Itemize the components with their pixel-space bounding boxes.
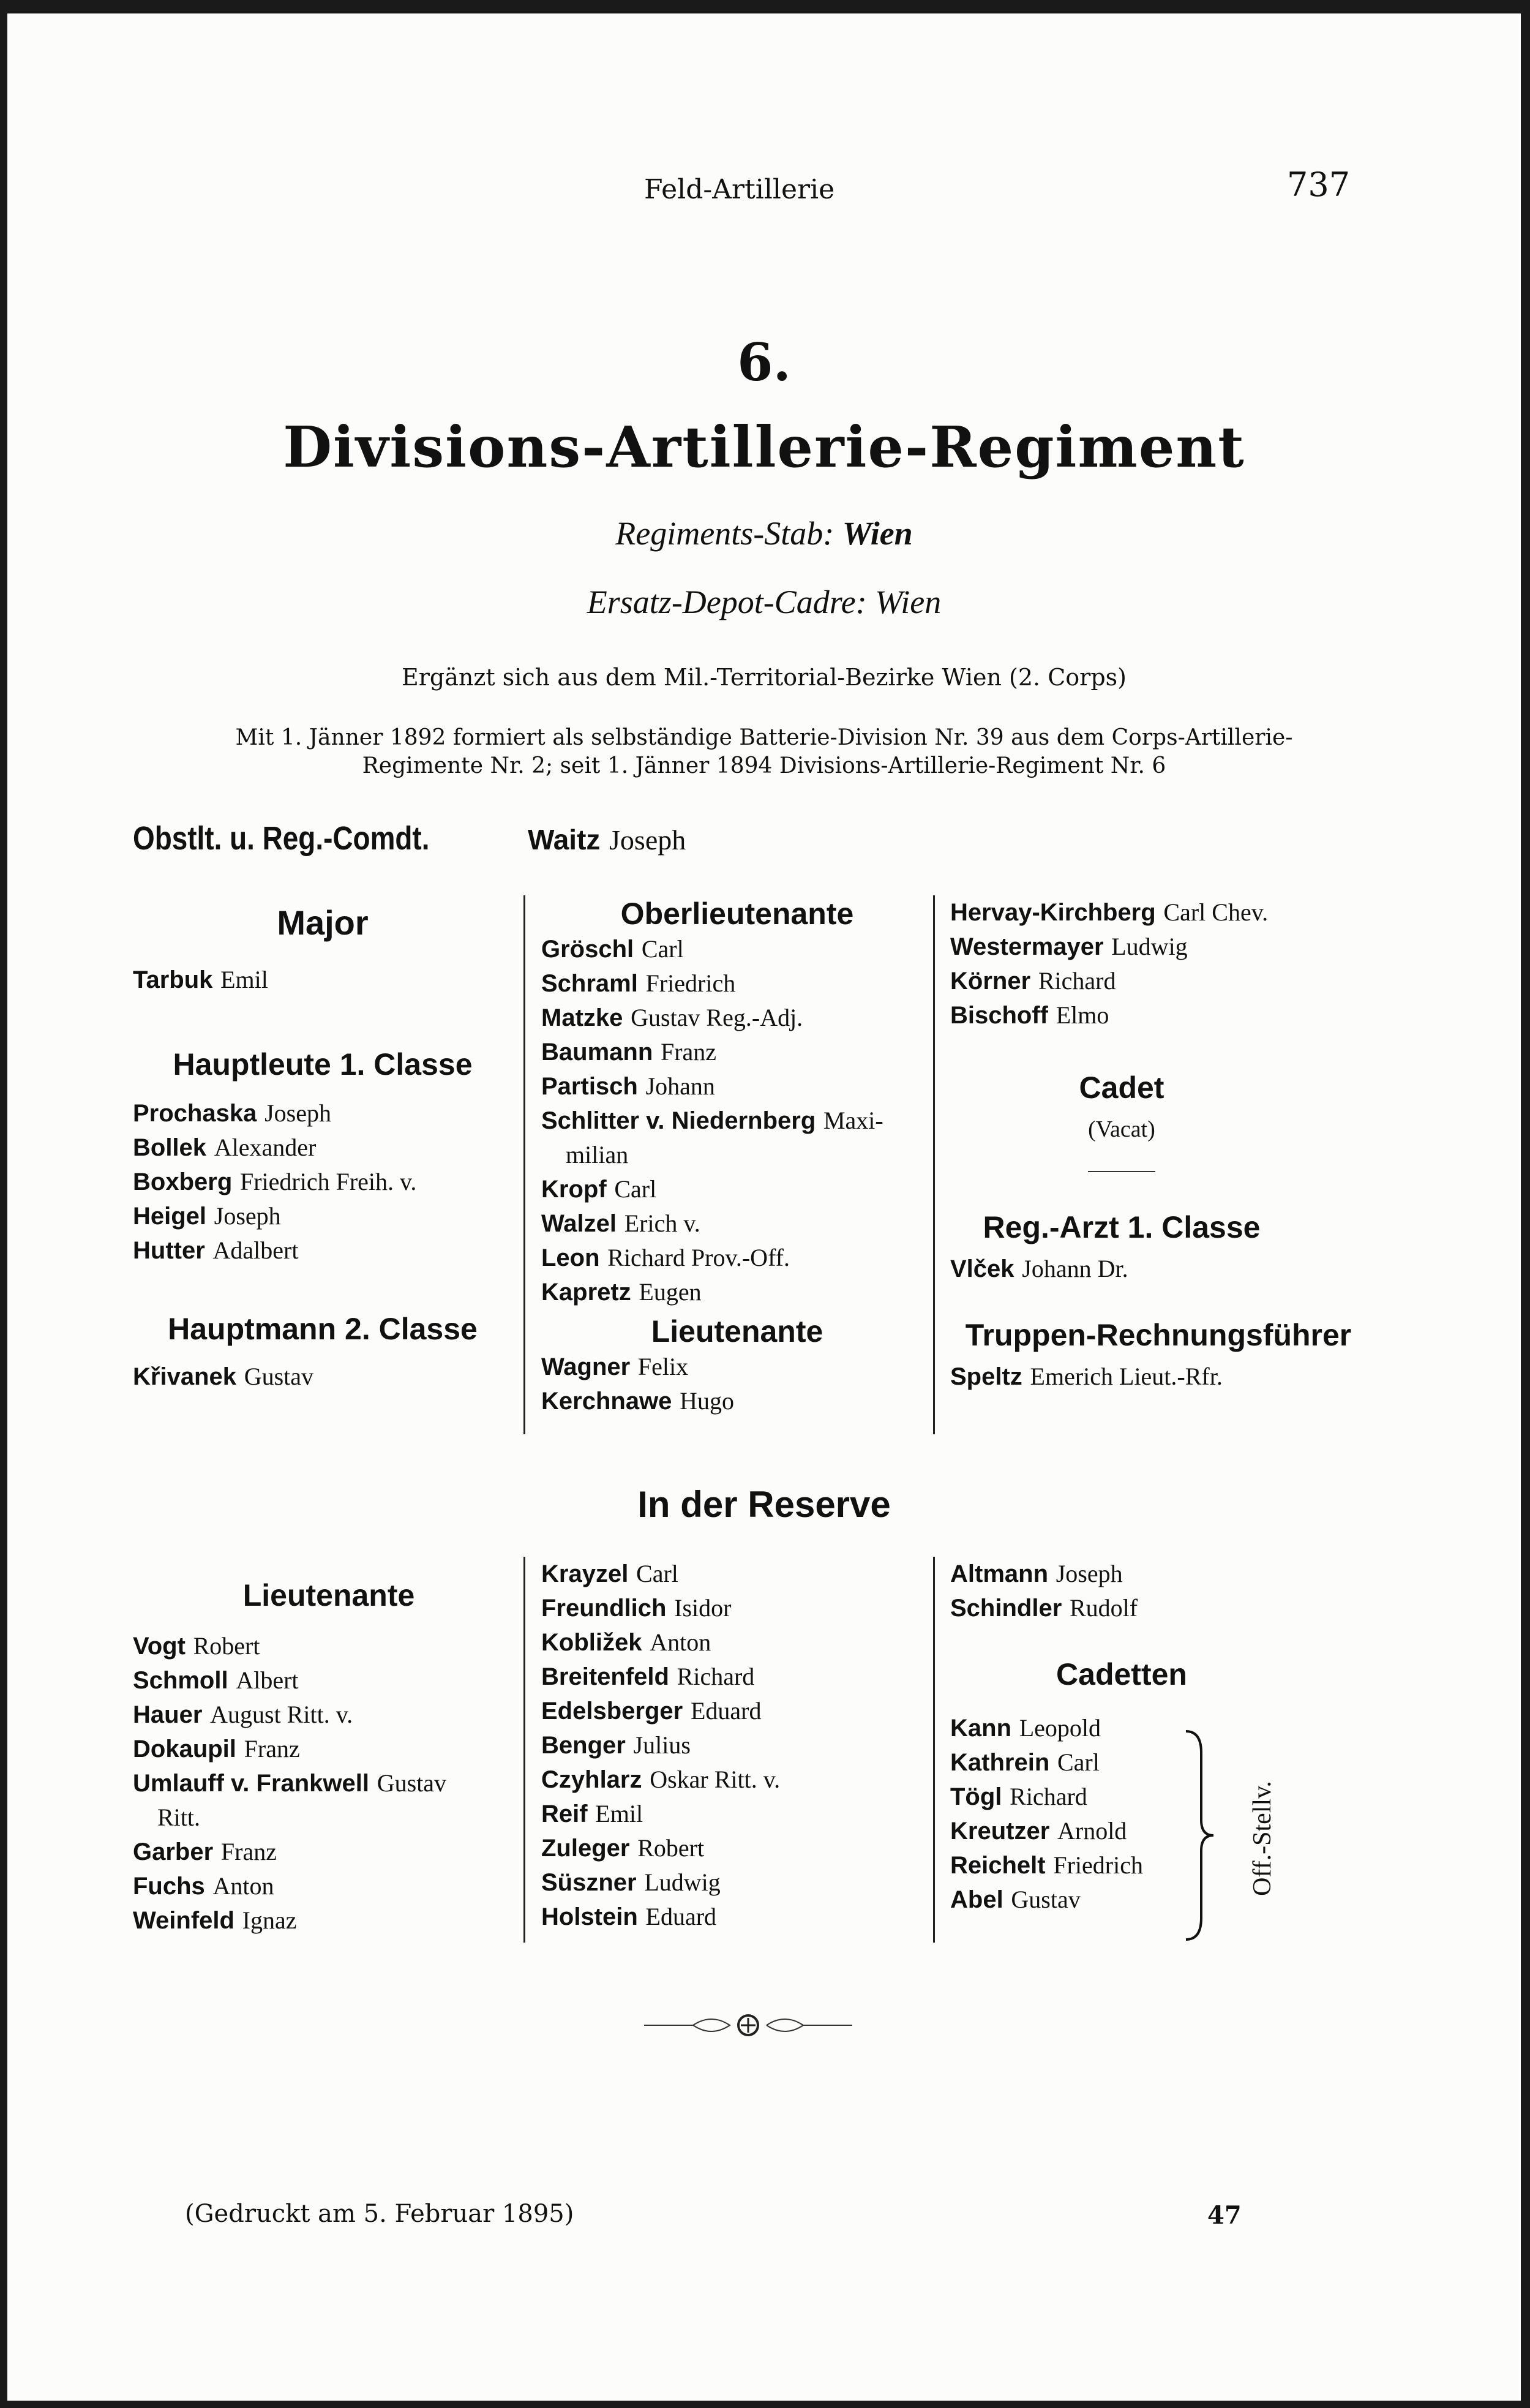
- name-row: [950, 1814, 1379, 1848]
- given-names: Franz: [660, 1038, 717, 1066]
- given-names: Julius: [633, 1731, 691, 1759]
- surname: Reichelt: [950, 1852, 1046, 1879]
- given-names: Richard Prov.-Off.: [607, 1244, 790, 1271]
- bracket: [1183, 1728, 1220, 1943]
- name-row: [541, 1069, 933, 1104]
- name-row: [541, 1557, 933, 1591]
- given-names: Anton: [212, 1872, 274, 1900]
- given-names: August Ritt. v.: [210, 1701, 353, 1728]
- name-row: [541, 1172, 933, 1206]
- given-names: Anton: [650, 1628, 711, 1656]
- given-names: Alexander: [214, 1134, 317, 1161]
- name-row: [950, 1557, 1379, 1591]
- name-row: [541, 1591, 933, 1625]
- active-col-2: [541, 895, 933, 1418]
- reserve-lt-heading: Lieutenante: [242, 1578, 415, 1612]
- bracket-label: Off.-Stellv.: [1248, 1781, 1277, 1896]
- surname: Vlček: [950, 1255, 1014, 1282]
- name-row: [133, 963, 512, 997]
- commander-name: [528, 823, 686, 856]
- given-names: Gustav Reg.-Adj.: [631, 1004, 803, 1031]
- oblt-list: [541, 932, 933, 1309]
- surname: Süszner: [541, 1869, 637, 1896]
- surname: Kropf: [541, 1176, 607, 1203]
- name-row: [950, 1883, 1379, 1917]
- surname: Vogt: [133, 1633, 186, 1660]
- given-names: Felix: [637, 1353, 689, 1380]
- arzt-list: [950, 1252, 1391, 1286]
- surname: Westermayer: [950, 933, 1104, 960]
- surname: Prochaska: [133, 1100, 257, 1127]
- name-row: [541, 932, 933, 966]
- reserve-lt-list: [133, 1629, 525, 1938]
- given-names: Rudolf: [1069, 1594, 1138, 1622]
- surname: Czyhlarz: [541, 1766, 642, 1793]
- given-names: Adalbert: [212, 1236, 299, 1264]
- surname: Gröschl: [541, 936, 634, 963]
- name-row: [541, 1763, 933, 1797]
- ornament: [644, 2010, 852, 2041]
- surname: Schraml: [541, 970, 638, 997]
- given-names: Isidor: [674, 1594, 732, 1622]
- surname: Křivanek: [133, 1363, 236, 1390]
- surname: Hutter: [133, 1237, 205, 1264]
- major-heading: Major: [277, 903, 369, 942]
- name-row: [133, 1766, 525, 1800]
- surname: Garber: [133, 1838, 214, 1865]
- reserve-heading: In der Reserve: [637, 1484, 891, 1525]
- divider: [933, 1557, 935, 1943]
- regiments-stab: [7, 514, 1521, 552]
- surname: Dokaupil: [133, 1736, 236, 1763]
- name-row: [950, 998, 1391, 1033]
- surname: Körner: [950, 968, 1031, 995]
- surname: Hauer: [133, 1701, 203, 1728]
- arzt-heading: Reg.-Arzt 1. Classe: [983, 1210, 1261, 1244]
- surname: Schlitter v. Niedernberg: [541, 1107, 816, 1134]
- erganzt-line: Ergänzt sich aus dem Mil.-Territorial-Bezirke Wien (2. Corps): [402, 664, 1127, 691]
- cadet-heading: Cadet: [1079, 1070, 1164, 1105]
- col3-name-list: [950, 895, 1391, 1033]
- given-names: Arnold: [1057, 1817, 1127, 1845]
- surname: Wagner: [541, 1353, 631, 1380]
- ersatz-depot: [7, 583, 1521, 621]
- surname: Zuleger: [541, 1835, 630, 1862]
- given-names: Carl: [641, 935, 684, 963]
- surname: Edelsberger: [541, 1698, 683, 1725]
- name-row: [950, 1780, 1379, 1814]
- commander-surname: Waitz: [528, 824, 601, 856]
- name-row: [133, 1165, 512, 1199]
- name-row: [950, 1848, 1379, 1883]
- cadet-vacat: (Vacat): [1088, 1116, 1155, 1142]
- given-names: Ignaz: [242, 1906, 297, 1934]
- name-row: [950, 1745, 1379, 1780]
- name-row: [950, 895, 1391, 930]
- surname: Speltz: [950, 1363, 1022, 1390]
- name-row: [541, 1831, 933, 1865]
- given-names: Friedrich: [1053, 1851, 1143, 1879]
- surname: Walzel: [541, 1210, 617, 1237]
- given-names: Richard: [677, 1663, 755, 1690]
- commander-label: Obstlt. u. Reg.-Comdt.: [133, 820, 430, 857]
- given-names: Albert: [236, 1666, 299, 1694]
- reserve-col2-list: [541, 1557, 933, 1934]
- hpt2-heading: Hauptmann 2. Classe: [168, 1312, 478, 1346]
- major-list: [133, 963, 512, 997]
- given-names: Emerich Lieut.-Rfr.: [1030, 1363, 1223, 1390]
- surname: Kapretz: [541, 1279, 631, 1306]
- active-col-3: [950, 895, 1391, 1394]
- given-names: Friedrich Freih. v.: [239, 1168, 417, 1195]
- given-names: Eduard: [645, 1903, 717, 1930]
- surname: Holstein: [541, 1903, 638, 1930]
- given-names: Erich v.: [624, 1210, 700, 1237]
- divider: [523, 895, 525, 1434]
- surname: Boxberg: [133, 1168, 233, 1195]
- name-row: [133, 1869, 525, 1903]
- hpt2-list: [133, 1360, 512, 1394]
- surname: Leon: [541, 1244, 600, 1271]
- surname: Partisch: [541, 1073, 638, 1100]
- name-row: [541, 1694, 933, 1728]
- given-names: Joseph: [214, 1202, 281, 1230]
- name-row: [133, 1629, 525, 1663]
- stab-place: Wien: [842, 515, 913, 552]
- name-row: [133, 1233, 512, 1268]
- name-row: [541, 1900, 933, 1934]
- depot-place: Wien: [875, 584, 942, 620]
- given-names: Ritt.: [157, 1804, 201, 1831]
- sheet-number: 47: [1207, 2201, 1242, 2230]
- given-names: Carl: [636, 1560, 678, 1587]
- cadetten-list: [950, 1711, 1379, 1917]
- surname: Freundlich: [541, 1595, 667, 1622]
- given-names: Leopold: [1019, 1714, 1101, 1742]
- surname: Schmoll: [133, 1667, 228, 1694]
- surname: Abel: [950, 1886, 1003, 1913]
- running-title: Feld-Artillerie: [644, 174, 835, 205]
- divider: [523, 1557, 525, 1943]
- given-names: Joseph: [1056, 1560, 1123, 1587]
- given-names: Ludwig: [1111, 933, 1188, 960]
- given-names: Johann Dr.: [1022, 1255, 1128, 1282]
- name-row: [950, 930, 1391, 964]
- page: [7, 13, 1521, 2401]
- history-line-1: Mit 1. Jänner 1892 formiert als selbständige Batterie-Division Nr. 39 aus dem Corps-Artillerie-: [235, 725, 1293, 750]
- page-number: 737: [1287, 165, 1351, 204]
- name-row: [541, 1275, 933, 1309]
- reserve-col-3: [950, 1557, 1379, 1917]
- divider: [933, 895, 935, 1434]
- given-names: Gustav: [1011, 1886, 1081, 1913]
- name-row: [133, 1199, 512, 1233]
- surname: Kreutzer: [950, 1818, 1050, 1845]
- name-row: [541, 1384, 933, 1418]
- reserve-col3-list: [950, 1557, 1379, 1625]
- given-names: Carl: [1057, 1748, 1100, 1776]
- surname: Baumann: [541, 1039, 653, 1066]
- surname: Tarbuk: [133, 966, 213, 993]
- surname: Kann: [950, 1715, 1011, 1742]
- surname: Tögl: [950, 1783, 1002, 1810]
- name-row: [133, 1360, 512, 1394]
- rf-list: [950, 1360, 1391, 1394]
- given-names: Franz: [244, 1735, 300, 1763]
- name-row: [950, 964, 1391, 998]
- name-row: [950, 1360, 1391, 1394]
- given-names: Robert: [637, 1834, 705, 1862]
- short-rule: [1088, 1171, 1155, 1172]
- surname: Bischoff: [950, 1002, 1048, 1029]
- name-row: [950, 1252, 1391, 1286]
- regiment-title: Divisions-Artillerie-Regiment: [283, 414, 1245, 480]
- given-names: Johann: [645, 1072, 715, 1100]
- stab-label: Regiments-Stab:: [615, 515, 834, 552]
- given-names: Franz: [220, 1838, 277, 1865]
- depot-label: Ersatz-Depot-Cadre:: [587, 584, 867, 620]
- given-names: Hugo: [680, 1387, 735, 1415]
- name-row: [541, 1728, 933, 1763]
- name-row: [133, 1800, 525, 1835]
- name-row: [541, 1206, 933, 1241]
- surname: Weinfeld: [133, 1907, 234, 1934]
- name-row: [541, 1035, 933, 1069]
- surname: Hervay-Kirchberg: [950, 899, 1156, 926]
- given-names: Maxi-: [823, 1107, 883, 1134]
- name-row: [950, 1591, 1379, 1625]
- name-row: [541, 1001, 933, 1035]
- given-names: Emil: [595, 1800, 643, 1827]
- given-names: Robert: [193, 1632, 260, 1660]
- name-row: [133, 1663, 525, 1698]
- active-col-1: [133, 895, 512, 1394]
- surname: Kerchnawe: [541, 1388, 672, 1415]
- surname: Krayzel: [541, 1560, 629, 1587]
- surname: Altmann: [950, 1560, 1048, 1587]
- given-names: Richard: [1038, 967, 1116, 995]
- surname: Fuchs: [133, 1873, 205, 1900]
- surname: Kobližek: [541, 1629, 642, 1656]
- cadetten-heading: Cadetten: [1056, 1657, 1187, 1691]
- given-names: Eduard: [690, 1697, 762, 1725]
- name-row: [541, 1350, 933, 1384]
- surname: Heigel: [133, 1203, 207, 1230]
- printed-date: (Gedruckt am 5. Februar 1895): [185, 2200, 574, 2228]
- surname: Reif: [541, 1800, 588, 1827]
- surname: Matzke: [541, 1004, 623, 1031]
- rf-heading: Truppen-Rechnungsführer: [965, 1318, 1352, 1352]
- lt-list: [541, 1350, 933, 1418]
- name-row: [133, 1732, 525, 1766]
- name-row: [133, 1903, 525, 1938]
- name-row: [541, 1625, 933, 1660]
- name-row: [541, 1660, 933, 1694]
- given-names: Carl: [614, 1175, 657, 1203]
- name-row: [541, 1241, 933, 1275]
- name-row: [541, 1138, 933, 1172]
- name-row: [541, 966, 933, 1001]
- name-row: [950, 1711, 1379, 1745]
- surname: Kathrein: [950, 1749, 1050, 1776]
- commander-given: Joseph: [609, 824, 686, 856]
- reserve-col-2: [541, 1557, 933, 1934]
- given-names: Richard: [1010, 1783, 1087, 1810]
- given-names: Friedrich: [645, 969, 736, 997]
- surname: Benger: [541, 1732, 626, 1759]
- name-row: [133, 1698, 525, 1732]
- given-names: Emil: [220, 966, 268, 993]
- given-names: Joseph: [264, 1099, 331, 1127]
- surname: Schindler: [950, 1595, 1062, 1622]
- name-row: [133, 1096, 512, 1131]
- given-names: Oskar Ritt. v.: [650, 1766, 781, 1793]
- given-names: Gustav: [377, 1769, 447, 1797]
- lt-heading: Lieutenante: [651, 1314, 823, 1349]
- name-row: [541, 1797, 933, 1831]
- name-row: [541, 1865, 933, 1900]
- name-row: [541, 1104, 933, 1138]
- given-names: milian: [566, 1141, 629, 1168]
- given-names: Gustav: [244, 1363, 314, 1390]
- given-names: Eugen: [639, 1278, 702, 1306]
- oblt-heading: Oberlieutenante: [620, 897, 854, 931]
- reserve-col-1: [133, 1557, 525, 1938]
- regiment-number: 6.: [737, 332, 791, 393]
- surname: Breitenfeld: [541, 1663, 669, 1690]
- history-line-2: Regimente Nr. 2; seit 1. Jänner 1894 Divisions-Artillerie-Regiment Nr. 6: [362, 753, 1166, 778]
- history-note: [69, 724, 1460, 780]
- name-row: [133, 1835, 525, 1869]
- hpt1-heading: Hauptleute 1. Classe: [173, 1047, 473, 1082]
- given-names: Ludwig: [644, 1868, 721, 1896]
- surname: Umlauff v. Frankwell: [133, 1770, 370, 1797]
- given-names: Elmo: [1056, 1001, 1109, 1029]
- hpt1-list: [133, 1096, 512, 1268]
- given-names: Carl Chev.: [1163, 898, 1269, 926]
- name-row: [133, 1131, 512, 1165]
- surname: Bollek: [133, 1134, 207, 1161]
